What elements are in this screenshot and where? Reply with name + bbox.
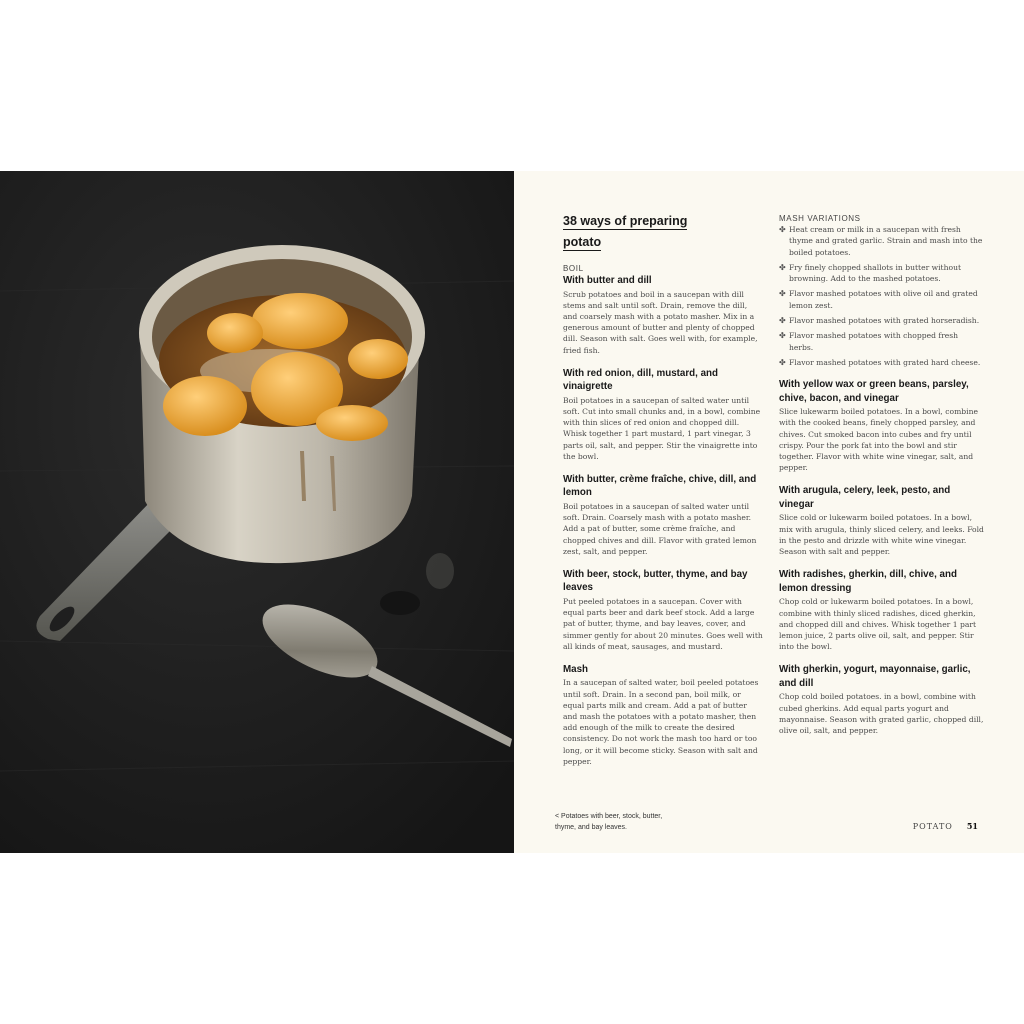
recipe-heading: With red onion, dill, mustard, and vinaigrette bbox=[563, 367, 719, 393]
bullet-icon: ✤ bbox=[779, 357, 786, 367]
section-label-boil: BOIL bbox=[563, 264, 584, 273]
right-column bbox=[779, 213, 984, 747]
page-number: 51 bbox=[966, 821, 978, 831]
variation-text: Flavor mashed potatoes with grated horseradish. bbox=[789, 316, 980, 326]
potato-pan-photo bbox=[0, 171, 514, 853]
running-head: POTATO bbox=[912, 822, 953, 831]
variation-text: Flavor mashed potatoes with grated hard cheese. bbox=[789, 357, 981, 367]
recipe-body: Boil potatoes in a saucepan of salted water until soft. Drain. Coarsely mash with a potato masher. Add a pat of butter, some crème fraîche, and chopped chives and dill. Flavor with grated lemon zest, salt, and pepper. bbox=[563, 501, 757, 556]
text-page bbox=[514, 171, 1024, 853]
bullet-icon: ✤ bbox=[779, 225, 786, 234]
recipe bbox=[563, 568, 763, 652]
recipe bbox=[563, 663, 763, 767]
recipe bbox=[779, 484, 984, 557]
list-item bbox=[779, 315, 984, 326]
recipe-heading: With butter, crème fraîche, chive, dill, and lemon bbox=[563, 473, 757, 499]
recipe-heading: With gherkin, yogurt, mayonnaise, garlic, and dill bbox=[779, 664, 971, 689]
book-spread bbox=[0, 171, 1024, 853]
mash-variations-list bbox=[779, 224, 984, 368]
recipe-body: In a saucepan of salted water, boil peeled potatoes until soft. Drain. In a second pan, boil milk, or equal parts milk and cream. Add a pat of butter and mash the potatoes with a potato masher, then add enough of the milk to create the desired consistency. Do not work the mash too hard or too long, or it will become sticky. Season with salt and pepper. bbox=[563, 678, 759, 766]
recipe bbox=[779, 663, 984, 736]
variation-text: Flavor mashed potatoes with olive oil and grated lemon zest. bbox=[789, 289, 978, 310]
list-item bbox=[779, 288, 984, 311]
recipe-body: Boil potatoes in a saucepan of salted water until soft. Cut into small chunks and, in a bowl, combine with thin slices of red onion and chopped dill. Whisk together 1 part mustard, 1 part vinegar, 3 parts oil, salt, and pepper. Stir the vinaigrette into the bowl. bbox=[563, 395, 761, 461]
recipe-heading: With beer, stock, butter, thyme, and bay leaves bbox=[563, 568, 748, 594]
recipe bbox=[779, 378, 984, 473]
photo-caption: < Potatoes with beer, stock, butter, thyme, and bay leaves. bbox=[555, 813, 663, 831]
recipe bbox=[563, 367, 763, 462]
recipe-heading: With butter and dill bbox=[563, 275, 652, 286]
saucepan bbox=[139, 245, 425, 563]
photo-illustration bbox=[0, 171, 514, 853]
variation-text: Flavor mashed potatoes with chopped fresh herbs. bbox=[789, 331, 959, 352]
recipe-heading: With yellow wax or green beans, parsley, chive, bacon, and vinegar bbox=[779, 379, 969, 404]
bullet-icon: ✤ bbox=[779, 262, 786, 272]
left-column bbox=[563, 211, 763, 778]
recipe-body: Put peeled potatoes in a saucepan. Cover with equal parts beer and dark beef stock. Add a large pat of butter, thyme, and bay leaves, cover, and simmer gently for about 20 minutes. Goes well with all kinds of meat, sausages, and mustard. bbox=[563, 596, 763, 651]
recipe-body: Scrub potatoes and boil in a saucepan with dill stems and salt until soft. Drain, remove the dill, and coarsely mash with a potato masher. Mix in a generous amount of butter and plenty of chopped dill. Season with salt. Goes well with, for example, fried fish. bbox=[563, 289, 758, 355]
recipe-heading: With radishes, gherkin, dill, chive, and lemon dressing bbox=[779, 569, 957, 594]
variation-text: Heat cream or milk in a saucepan with fresh thyme and grated garlic. Strain and mash into the boiled potatoes. bbox=[789, 225, 983, 257]
recipe-body: Slice lukewarm boiled potatoes. In a bowl, combine with the cooked beans, finely chopped parsley, and chives. Cut smoked bacon into cubes and fry until crispy. Pour the pork fat into the bowl and stir together. Flavor with white wine vinegar, salt, and pepper. bbox=[779, 407, 978, 473]
list-item bbox=[779, 330, 984, 353]
recipe bbox=[779, 568, 984, 652]
recipe-body: Chop cold or lukewarm boiled potatoes. In a bowl, combine with thinly sliced radishes, diced gherkin, and chopped dill and chives. Whisk together 1 part lemon juice, 2 parts olive oil, salt, and pepper. Stir into the bowl. bbox=[779, 597, 977, 652]
page-title bbox=[563, 211, 763, 253]
recipe-body: Slice cold or lukewarm boiled potatoes. In a bowl, mix with arugula, thinly sliced celery, and leeks. Fold in the pesto and drizzle with white wine vinegar. Season with salt and pepper. bbox=[779, 513, 984, 557]
section-label-mash-variations: MASH VARIATIONS bbox=[779, 214, 861, 223]
title-line-2: potato bbox=[563, 235, 602, 249]
recipe-body: Chop cold boiled potatoes. in a bowl, combine with cubed gherkins. Add equal parts yogurt and mayonnaise. Season with grated garlic, chopped dill, olive oil, salt, and pepper. bbox=[779, 692, 984, 735]
recipe bbox=[563, 274, 763, 356]
bullet-icon: ✤ bbox=[779, 289, 786, 299]
list-item bbox=[779, 357, 984, 368]
title-line-1: 38 ways of preparing bbox=[563, 214, 688, 228]
recipe-heading: Mash bbox=[563, 663, 589, 675]
recipe-heading: With arugula, celery, leek, pesto, and vinegar bbox=[779, 485, 951, 510]
bullet-icon: ✤ bbox=[779, 331, 786, 341]
variation-text: Fry finely chopped shallots in butter without browning. Add to the mashed potatoes. bbox=[789, 262, 962, 284]
bullet-icon: ✤ bbox=[779, 316, 786, 326]
list-item bbox=[779, 262, 984, 285]
page-footer bbox=[913, 821, 978, 831]
recipe bbox=[563, 473, 763, 557]
list-item bbox=[779, 224, 984, 258]
